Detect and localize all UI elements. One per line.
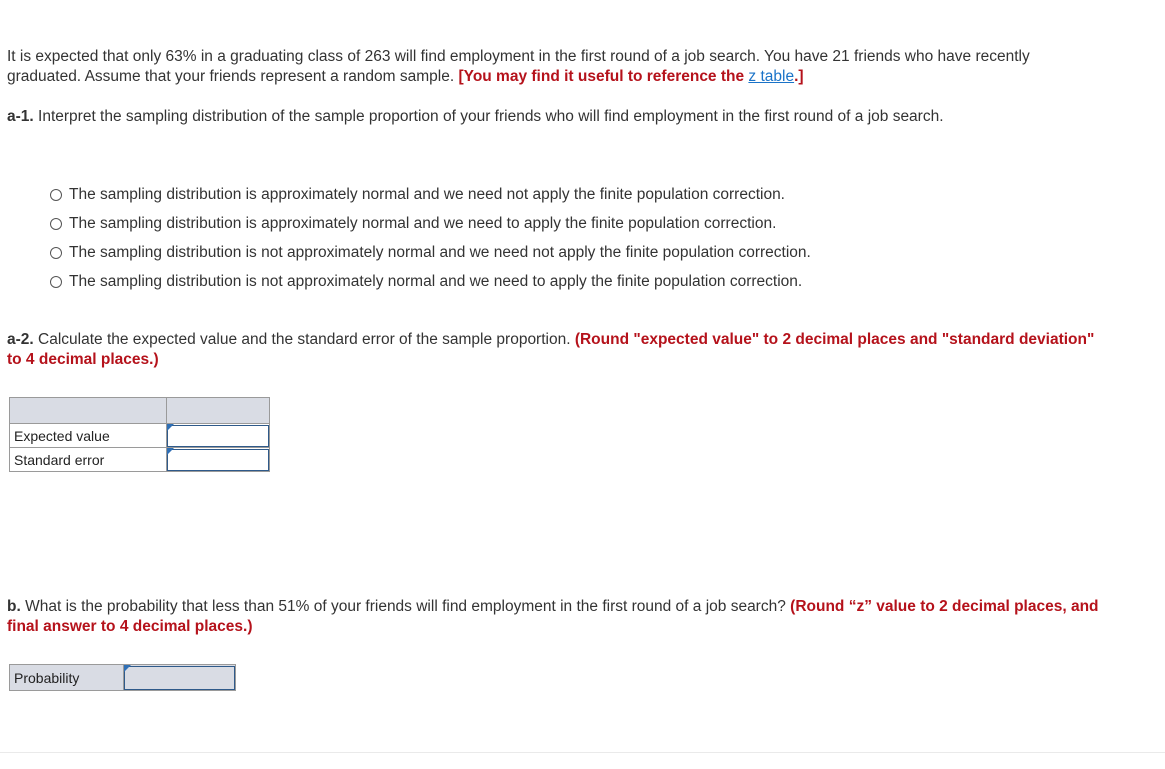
radio-icon[interactable]	[50, 218, 62, 230]
question-b-text: What is the probability that less than 51% of your friends will find employment in the first round of a job search?	[20, 598, 791, 615]
question-a2	[7, 330, 1107, 370]
a1-option-1[interactable]	[50, 180, 811, 209]
radio-icon[interactable]	[50, 276, 62, 288]
reference-note	[458, 68, 803, 85]
reference-prefix: [You may find it useful to reference the	[458, 68, 749, 85]
probability-input[interactable]	[124, 666, 235, 690]
a1-option-3[interactable]	[50, 238, 811, 267]
question-b-label: b.	[7, 598, 21, 615]
footer-divider	[0, 752, 1165, 753]
table-header-row	[10, 398, 270, 424]
expected-value-label: Expected value	[10, 424, 167, 448]
radio-icon[interactable]	[50, 189, 62, 201]
table-row	[10, 448, 270, 472]
question-a2-label: a-2.	[7, 331, 34, 348]
a1-option-label: The sampling distribution is not approximately normal and we need not apply the finite population correction.	[69, 243, 811, 261]
table-row	[10, 424, 270, 448]
intro-paragraph	[7, 47, 1107, 87]
question-a2-instruction: (Round "expected value" to 2 decimal places and "standard deviation" to 4 decimal places.)	[7, 331, 1095, 368]
a1-option-label: The sampling distribution is not approximately normal and we need to apply the finite population correction.	[69, 272, 803, 290]
b-answer-table	[9, 664, 236, 691]
a1-option-2[interactable]	[50, 209, 811, 238]
radio-icon[interactable]	[50, 247, 62, 259]
question-b	[7, 597, 1107, 637]
z-table-link[interactable]: z table	[748, 68, 795, 85]
question-a1-label: a-1.	[7, 108, 34, 125]
a1-option-label: The sampling distribution is approximately normal and we need not apply the finite population correction.	[69, 185, 785, 203]
a1-option-label: The sampling distribution is approximately normal and we need to apply the finite population correction.	[69, 214, 777, 232]
expected-value-input[interactable]	[167, 425, 269, 447]
question-a1-text: Interpret the sampling distribution of the sample proportion of your friends who will find employment in the first round of a job search.	[33, 108, 944, 125]
question-a2-text: Calculate the expected value and the standard error of the sample proportion.	[33, 331, 575, 348]
table-row	[10, 665, 236, 691]
expected-value-cell	[167, 424, 270, 448]
question-a1	[7, 107, 1107, 127]
table-header-cell	[10, 398, 167, 424]
a1-options	[50, 180, 811, 296]
question-b-instruction: (Round “z” value to 2 decimal places, and final answer to 4 decimal places.)	[7, 598, 1099, 635]
a2-answer-table	[9, 397, 270, 472]
input-marker-icon	[167, 448, 174, 455]
input-marker-icon	[167, 424, 174, 431]
input-marker-icon	[124, 665, 131, 672]
standard-error-cell	[167, 448, 270, 472]
standard-error-input[interactable]	[167, 449, 269, 471]
standard-error-label: Standard error	[10, 448, 167, 472]
table-header-cell	[167, 398, 270, 424]
reference-suffix: .]	[794, 68, 804, 85]
a1-option-4[interactable]	[50, 267, 811, 296]
intro-text: It is expected that only 63% in a graduating class of 263 will find employment in the first round of a job search. You have 21 friends who have recently graduated. Assume that your friends represent a random sample.	[7, 48, 1030, 85]
probability-cell	[124, 665, 236, 691]
probability-label: Probability	[10, 665, 124, 691]
